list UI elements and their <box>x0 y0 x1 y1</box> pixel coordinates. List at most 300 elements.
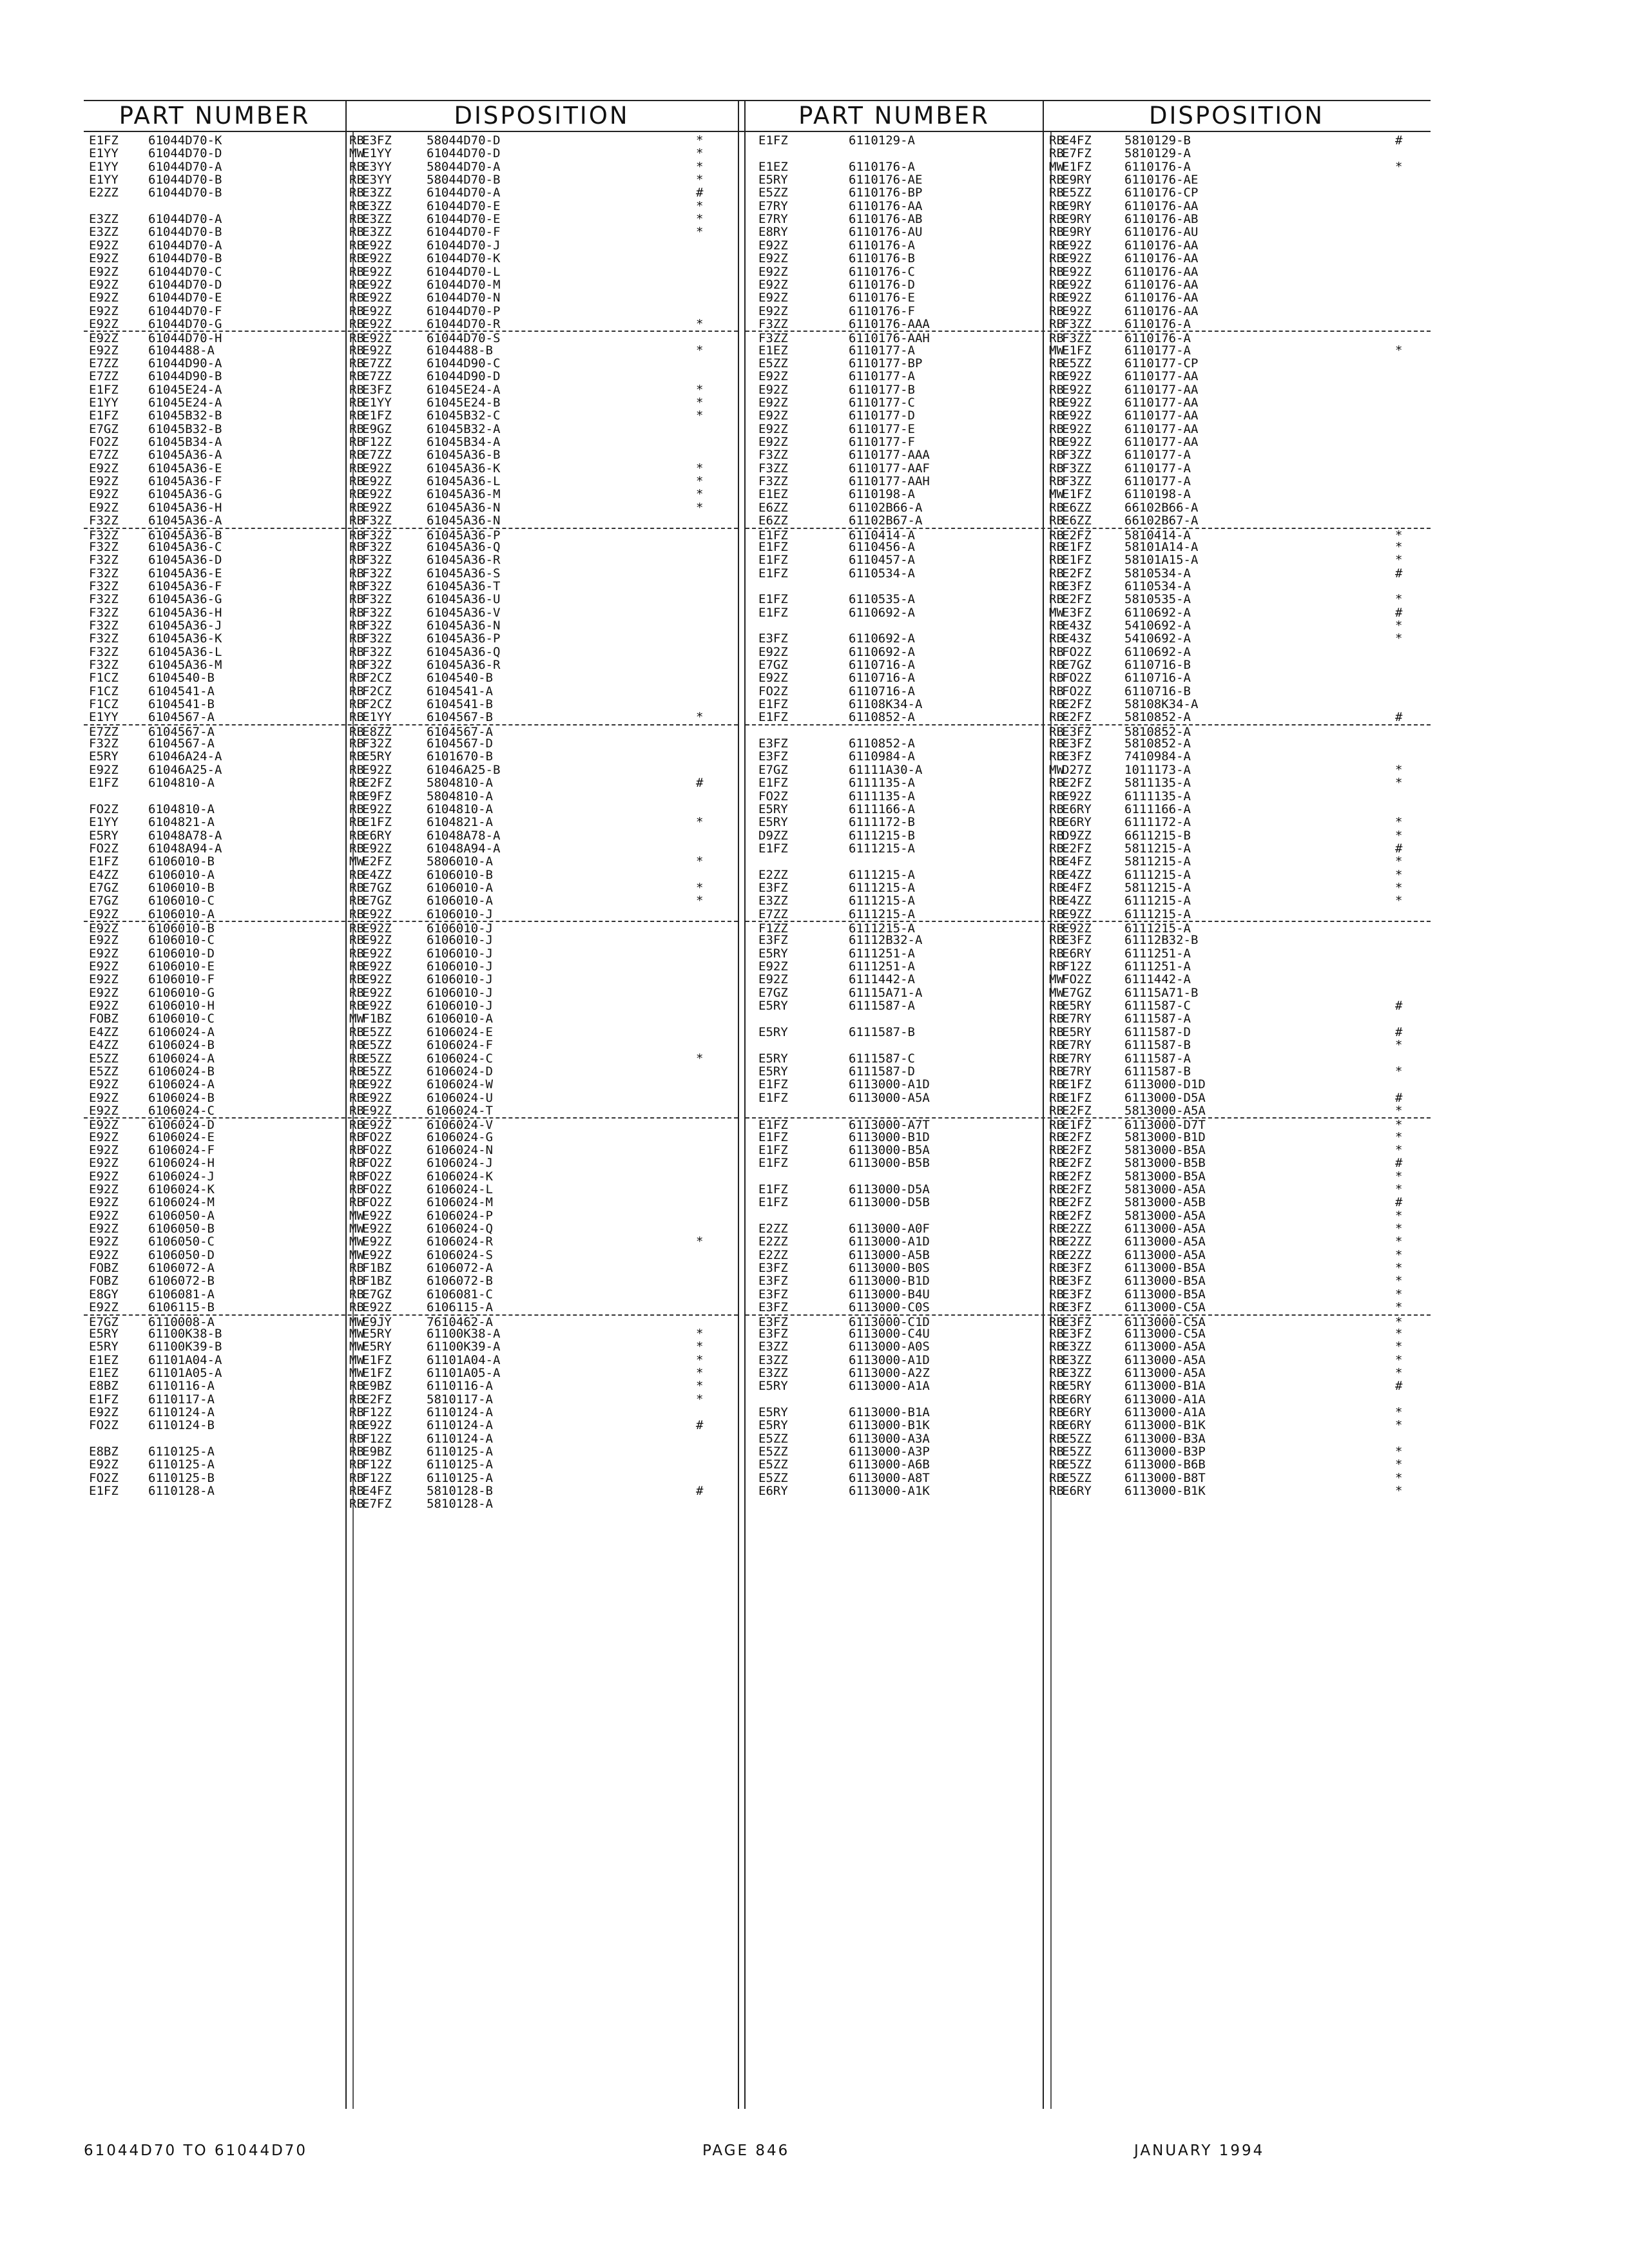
part-cell: 61111A30-A <box>849 762 923 777</box>
right-table-row <box>746 803 1431 816</box>
part-cell: 6113000-B5A <box>849 1142 930 1157</box>
part-cell: 6113000-A1A <box>849 1379 930 1394</box>
flag-cell: * <box>696 382 704 397</box>
left-table-row <box>84 436 738 449</box>
origin-cell: E1YY <box>89 396 119 410</box>
code-cell: MW <box>349 1235 364 1249</box>
flag-cell: # <box>1395 133 1403 148</box>
code-cell: RB <box>349 198 364 213</box>
origin-cell: E1FZ <box>758 1090 788 1105</box>
model-cell: E6RY <box>1062 1392 1092 1407</box>
flag-cell: # <box>1395 1195 1403 1210</box>
model-cell: F1BZ <box>362 1012 392 1026</box>
code-cell: RB <box>349 1156 364 1171</box>
right-table-row <box>746 1485 1431 1498</box>
code-cell: RB <box>1049 1261 1064 1276</box>
code-cell: RB <box>1049 500 1064 515</box>
new-part-cell: 6106024-L <box>427 1182 493 1196</box>
origin-cell: E92Z <box>758 421 788 436</box>
code-cell: RB <box>349 1077 364 1092</box>
right-table-row <box>746 986 1431 1000</box>
new-part-cell: 6111587-A <box>1124 1012 1191 1026</box>
new-part-cell: 6110176-CP <box>1124 186 1199 200</box>
part-cell: 6110177-A <box>849 369 915 384</box>
model-cell: E92Z <box>1062 421 1092 436</box>
origin-cell: F3ZZ <box>758 461 788 476</box>
new-part-cell: 6113000-B8T <box>1124 1470 1206 1485</box>
model-cell: E92Z <box>362 841 392 856</box>
new-part-cell: 6611215-B <box>1124 828 1191 843</box>
new-part-cell: 7410984-A <box>1124 749 1191 764</box>
new-part-cell: 6106024-J <box>427 1156 493 1171</box>
left-table-row <box>84 750 738 764</box>
code-cell: RB <box>349 789 364 803</box>
origin-cell: E1FZ <box>758 1118 788 1133</box>
new-part-cell: 6111251-A <box>1124 946 1191 961</box>
part-cell: 61045A36-F <box>148 579 222 593</box>
model-cell: E92Z <box>1062 382 1092 397</box>
right-table-row <box>746 291 1431 305</box>
model-cell: E3FZ <box>1062 1287 1092 1302</box>
left-table-row <box>84 855 738 869</box>
right-table-row <box>746 1327 1431 1341</box>
part-cell: 6110177-D <box>849 408 915 423</box>
new-part-cell: 6110177-A <box>1124 461 1191 476</box>
part-cell: 6113000-A8T <box>849 1470 930 1485</box>
part-cell: 6110177-AAH <box>849 474 930 489</box>
origin-cell: E3FZ <box>758 1287 788 1302</box>
right-table-row <box>746 357 1431 370</box>
model-cell: E1FZ <box>1062 487 1092 502</box>
code-cell: RB <box>1049 789 1064 803</box>
left-table-row <box>84 514 738 528</box>
code-cell: RB <box>349 1090 364 1105</box>
part-cell: 6106010-C <box>148 933 215 948</box>
code-cell: RB <box>349 1392 364 1407</box>
part-cell: 6110128-A <box>148 1484 215 1499</box>
code-cell: RB <box>1049 173 1064 187</box>
right-table-row <box>746 1393 1431 1407</box>
model-cell: E1FZ <box>1062 553 1092 568</box>
model-cell: E2ZZ <box>1062 1247 1092 1262</box>
code-cell: RB <box>1049 238 1064 253</box>
code-cell: MW <box>1049 762 1064 777</box>
new-part-cell: 61045A36-P <box>427 631 501 646</box>
origin-cell: E7ZZ <box>89 724 119 739</box>
new-part-cell: 6111215-A <box>1124 907 1191 921</box>
part-cell: 61048A94-A <box>148 841 222 856</box>
flag-cell: * <box>1395 1445 1403 1459</box>
right-table-row <box>746 606 1431 620</box>
part-cell: 6106072-A <box>148 1261 215 1276</box>
flag-cell: * <box>1395 1222 1403 1236</box>
code-cell: RB <box>1049 1247 1064 1262</box>
origin-cell: E2ZZ <box>758 867 788 882</box>
model-cell: E92Z <box>362 1103 392 1118</box>
code-cell: RB <box>349 592 364 607</box>
new-part-cell: 6104567-D <box>427 736 493 751</box>
code-cell: RB <box>349 225 364 240</box>
model-cell: F12Z <box>362 1431 392 1446</box>
model-cell: F32Z <box>362 644 392 659</box>
origin-cell: E5RY <box>758 1064 788 1079</box>
origin-cell: E1FZ <box>758 553 788 568</box>
model-cell: F3ZZ <box>1062 331 1092 346</box>
part-cell: 6106024-H <box>148 1156 215 1171</box>
part-cell: 61045E24-A <box>148 396 222 410</box>
part-cell: 61044D70-D <box>148 277 222 292</box>
origin-cell: E92Z <box>758 972 788 987</box>
new-part-cell: 61100K39-A <box>427 1340 501 1354</box>
code-cell: MW <box>349 146 364 161</box>
model-cell: E6RY <box>1062 1405 1092 1419</box>
new-part-cell: 61046A25-B <box>427 762 501 777</box>
code-cell: RB <box>1049 579 1064 593</box>
origin-cell: E1FZ <box>758 841 788 856</box>
right-table-row <box>746 580 1431 593</box>
origin-cell: E92Z <box>758 644 788 659</box>
new-part-cell: 6111172-A <box>1124 815 1191 830</box>
code-cell: RB <box>1049 1470 1064 1485</box>
right-table-row <box>746 1209 1431 1223</box>
model-cell: E2FZ <box>1062 1103 1092 1118</box>
model-cell: E92Z <box>362 264 392 279</box>
new-part-cell: 6106024-P <box>427 1208 493 1223</box>
origin-cell: F32Z <box>89 539 119 554</box>
new-part-cell: 6113000-A1A <box>1124 1405 1206 1419</box>
right-table-row <box>746 1144 1431 1157</box>
origin-cell: E2ZZ <box>758 1247 788 1262</box>
origin-cell: E1YY <box>89 173 119 187</box>
code-cell: RB <box>1049 1195 1064 1210</box>
code-cell: RB <box>1049 1156 1064 1171</box>
origin-cell: E1FZ <box>758 592 788 607</box>
code-cell: RB <box>349 841 364 856</box>
model-cell: E7RY <box>1062 1038 1092 1053</box>
part-cell: 61045A36-E <box>148 566 222 581</box>
left-table-row <box>84 239 738 253</box>
code-cell: RB <box>349 500 364 515</box>
flag-cell: * <box>1395 1247 1403 1262</box>
origin-cell: E5ZZ <box>89 1051 119 1066</box>
origin-cell: E92Z <box>89 291 119 305</box>
model-cell: E2FZ <box>1062 592 1092 607</box>
model-cell: F3ZZ <box>1062 448 1092 463</box>
code-cell: RB <box>1049 1457 1064 1472</box>
right-table-row <box>746 488 1431 501</box>
left-table-row <box>84 737 738 751</box>
model-cell: E92Z <box>362 1418 392 1433</box>
new-part-cell: 61044D70-N <box>427 291 501 305</box>
part-cell: 6111251-A <box>849 946 915 961</box>
part-cell: 6113000-A1D <box>849 1352 930 1367</box>
left-table-row <box>84 1183 738 1196</box>
part-cell: 61044D70-B <box>148 251 222 266</box>
new-part-cell: 5810852-A <box>1124 724 1191 739</box>
part-cell: 6111215-A <box>849 921 915 936</box>
part-cell: 6111587-A <box>849 999 915 1014</box>
new-part-cell: 61044D70-D <box>427 146 501 161</box>
new-part-cell: 58101A15-A <box>1124 553 1199 568</box>
origin-cell: E7GZ <box>89 421 119 436</box>
new-part-cell: 6104567-A <box>427 724 493 739</box>
code-cell: RB <box>349 1418 364 1433</box>
right-table-row <box>746 383 1431 397</box>
flag-cell: # <box>1395 1156 1403 1171</box>
code-cell: RB <box>1049 1418 1064 1433</box>
model-cell: E3FZ <box>1062 933 1092 948</box>
origin-cell: E7RY <box>758 212 788 227</box>
new-part-cell: 6110177-AA <box>1124 408 1199 423</box>
new-part-cell: 6111587-B <box>1124 1064 1191 1079</box>
right-table-row <box>746 1078 1431 1091</box>
part-cell: 61101A05-A <box>148 1365 222 1380</box>
origin-cell: E3FZ <box>758 1314 788 1329</box>
part-cell: 61044D70-A <box>148 212 222 227</box>
part-cell: 6106010-B <box>148 880 215 895</box>
origin-cell: E92Z <box>89 1457 119 1472</box>
new-part-cell: 6110176-AB <box>1124 212 1199 227</box>
origin-cell: E6ZZ <box>758 514 788 528</box>
left-table-row <box>84 947 738 961</box>
new-part-cell: 61045A36-S <box>427 566 501 581</box>
right-table-row <box>746 1354 1431 1367</box>
model-cell: F32Z <box>362 631 392 646</box>
part-cell: 6110177-AAA <box>849 448 930 463</box>
model-cell: E92Z <box>1062 789 1092 803</box>
model-cell: E3YY <box>362 159 392 174</box>
left-table-row <box>84 1170 738 1184</box>
part-cell: 6110716-A <box>849 658 915 672</box>
model-cell: E3FZ <box>1062 1326 1092 1341</box>
new-part-cell: 6111587-D <box>1124 1024 1191 1039</box>
part-cell: 6113000-A2Z <box>849 1365 930 1380</box>
model-cell: F32Z <box>362 605 392 620</box>
new-part-cell: 6113000-A5A <box>1124 1352 1206 1367</box>
origin-cell: F32Z <box>89 514 119 528</box>
code-cell: RB <box>1049 697 1064 712</box>
model-cell: E1FZ <box>1062 1090 1092 1105</box>
model-cell: E92Z <box>362 985 392 1000</box>
left-table-row <box>84 1065 738 1079</box>
code-cell: RB <box>1049 212 1064 227</box>
model-cell: E4FZ <box>362 1484 392 1499</box>
origin-cell: E92Z <box>89 1182 119 1196</box>
new-part-cell: 6110177-A <box>1124 448 1191 463</box>
flag-cell: * <box>696 1365 704 1380</box>
origin-cell: E92Z <box>89 999 119 1014</box>
new-part-cell: 6110176-AA <box>1124 303 1199 318</box>
right-table-row <box>746 593 1431 606</box>
code-cell: RB <box>1049 1484 1064 1499</box>
part-cell: 6106115-B <box>148 1300 215 1315</box>
left-table-row <box>84 1144 738 1157</box>
new-part-cell: 58044D70-B <box>427 173 501 187</box>
right-table-row <box>746 252 1431 265</box>
code-cell: MW <box>349 1340 364 1354</box>
model-cell: F3ZZ <box>1062 461 1092 476</box>
right-table-row <box>746 514 1431 528</box>
left-table-row <box>84 764 738 777</box>
new-part-cell: 6104541-B <box>427 697 493 712</box>
part-cell: 6106010-G <box>148 985 215 1000</box>
new-part-cell: 6110716-B <box>1124 658 1191 672</box>
new-part-cell: 6106010-J <box>427 946 493 961</box>
origin-cell: E92Z <box>89 264 119 279</box>
model-cell: E3FZ <box>1062 736 1092 751</box>
new-part-cell: 61044D70-P <box>427 303 501 318</box>
part-cell: 6106010-D <box>148 946 215 961</box>
part-cell: 6110177-B <box>849 382 915 397</box>
code-cell: RB <box>349 1405 364 1419</box>
new-part-cell: 6111587-C <box>1124 999 1191 1014</box>
left-table-row <box>84 1012 738 1026</box>
part-cell: 6110117-A <box>148 1392 215 1407</box>
left-table-row <box>84 291 738 305</box>
code-cell: RB <box>349 133 364 148</box>
origin-cell: E7RY <box>758 198 788 213</box>
new-part-cell: 6111587-B <box>1124 1038 1191 1053</box>
part-cell: 6113000-A5B <box>849 1247 930 1262</box>
flag-cell: * <box>1395 1352 1403 1367</box>
origin-cell: E5RY <box>758 999 788 1014</box>
origin-cell: F3ZZ <box>758 448 788 463</box>
model-cell: E3ZZ <box>1062 1365 1092 1380</box>
part-cell: 61045A36-J <box>148 618 222 633</box>
origin-cell: E1FZ <box>758 1156 788 1171</box>
code-cell: RB <box>349 605 364 620</box>
code-cell: RB <box>1049 841 1064 856</box>
left-table-row <box>84 646 738 659</box>
model-cell: E4FZ <box>1062 880 1092 895</box>
model-cell: E92Z <box>362 251 392 266</box>
new-part-cell: 61045A36-P <box>427 528 501 543</box>
part-cell: 6113000-B1D <box>849 1129 930 1144</box>
left-table-row <box>84 776 738 790</box>
part-cell: 6111172-B <box>849 815 915 830</box>
origin-cell: E3ZZ <box>758 1340 788 1354</box>
new-part-cell: 6110716-A <box>1124 671 1191 686</box>
new-part-cell: 6111251-A <box>1124 959 1191 974</box>
part-cell: 6106024-C <box>148 1103 215 1118</box>
flag-cell: * <box>696 1235 704 1249</box>
model-cell: E5RY <box>1062 1379 1092 1394</box>
code-cell: RB <box>349 1051 364 1066</box>
flag-cell: * <box>1395 1103 1403 1118</box>
right-table-row <box>746 1196 1431 1209</box>
flag-cell: # <box>1395 605 1403 620</box>
part-cell: 6104567-A <box>148 724 215 739</box>
code-cell: RB <box>1049 369 1064 384</box>
new-part-cell: 6110716-B <box>1124 684 1191 698</box>
model-cell: F3ZZ <box>1062 316 1092 331</box>
part-cell: 6106081-A <box>148 1287 215 1302</box>
part-cell: 6104821-A <box>148 815 215 830</box>
model-cell: E92Z <box>362 291 392 305</box>
left-table-row <box>84 1354 738 1367</box>
model-cell: FO2Z <box>362 1129 392 1144</box>
left-table-row <box>84 1379 738 1393</box>
model-cell: E9ZZ <box>1062 907 1092 921</box>
flag-cell: * <box>1395 1169 1403 1184</box>
new-part-cell: 6106010-A <box>427 880 493 895</box>
part-cell: 6106010-C <box>148 894 215 908</box>
new-part-cell: 61115A71-B <box>1124 985 1199 1000</box>
part-cell: 6111166-A <box>849 802 915 816</box>
origin-cell: E92Z <box>89 1118 119 1133</box>
new-part-cell: 6113000-D7T <box>1124 1118 1206 1133</box>
right-table-row <box>746 842 1431 856</box>
origin-cell: F1CZ <box>89 671 119 686</box>
flag-cell: * <box>696 487 704 502</box>
model-cell: F1BZ <box>362 1274 392 1289</box>
origin-cell: E7GZ <box>758 658 788 672</box>
left-table-row <box>84 1458 738 1472</box>
left-table-row <box>84 213 738 226</box>
code-cell: RB <box>1049 1090 1064 1105</box>
model-cell: E7GZ <box>362 880 392 895</box>
part-cell: 61044D90-A <box>148 356 222 370</box>
code-cell: RB <box>1049 461 1064 476</box>
model-cell: E3FZ <box>1062 1274 1092 1289</box>
part-cell: 6113000-B5B <box>849 1156 930 1171</box>
origin-cell: E92Z <box>89 921 119 936</box>
model-cell: E5RY <box>362 1326 392 1341</box>
left-table-row <box>84 186 738 200</box>
origin-cell: E92Z <box>758 671 788 686</box>
part-cell: 61044D70-B <box>148 173 222 187</box>
code-cell: RB <box>349 474 364 489</box>
model-cell: F12Z <box>362 1470 392 1485</box>
code-cell: RB <box>1049 133 1064 148</box>
left-table-row <box>84 1419 738 1432</box>
origin-cell: E1YY <box>89 159 119 174</box>
new-part-cell: 5813000-B5A <box>1124 1169 1206 1184</box>
new-part-cell: 6110177-AA <box>1124 421 1199 436</box>
right-table-row <box>746 1235 1431 1249</box>
code-cell: RB <box>349 1169 364 1184</box>
flag-cell: * <box>696 1051 704 1066</box>
part-cell: 6110176-AB <box>849 212 923 227</box>
origin-cell: E7ZZ <box>89 448 119 463</box>
new-part-cell: 61044D70-E <box>427 212 501 227</box>
code-cell: RB <box>349 907 364 921</box>
model-cell: E3ZZ <box>1062 1352 1092 1367</box>
part-cell: 6104540-B <box>148 671 215 686</box>
code-cell: RB <box>1049 1340 1064 1354</box>
new-part-cell: 6110124-A <box>427 1405 493 1419</box>
new-part-cell: 6106024-F <box>427 1038 493 1053</box>
model-cell: E1FZ <box>1062 159 1092 174</box>
new-part-cell: 6106024-K <box>427 1169 493 1184</box>
new-part-cell: 6113000-B3P <box>1124 1445 1206 1459</box>
right-table-row <box>746 213 1431 226</box>
part-cell: 6106024-B <box>148 1090 215 1105</box>
left-table-row <box>84 1472 738 1485</box>
left-table-row <box>84 1288 738 1302</box>
new-part-cell: 5810128-B <box>427 1484 493 1499</box>
new-part-cell: 6110692-A <box>1124 644 1191 659</box>
part-cell: 6111215-A <box>849 907 915 921</box>
left-table-row <box>84 1222 738 1236</box>
code-cell: RB <box>1049 710 1064 725</box>
part-cell: 6110125-A <box>148 1457 215 1472</box>
part-cell: 6110176-E <box>849 291 915 305</box>
code-cell: RB <box>349 277 364 292</box>
origin-cell: E5RY <box>89 1326 119 1341</box>
origin-cell: E3ZZ <box>758 1365 788 1380</box>
model-cell: E2FZ <box>1062 776 1092 791</box>
